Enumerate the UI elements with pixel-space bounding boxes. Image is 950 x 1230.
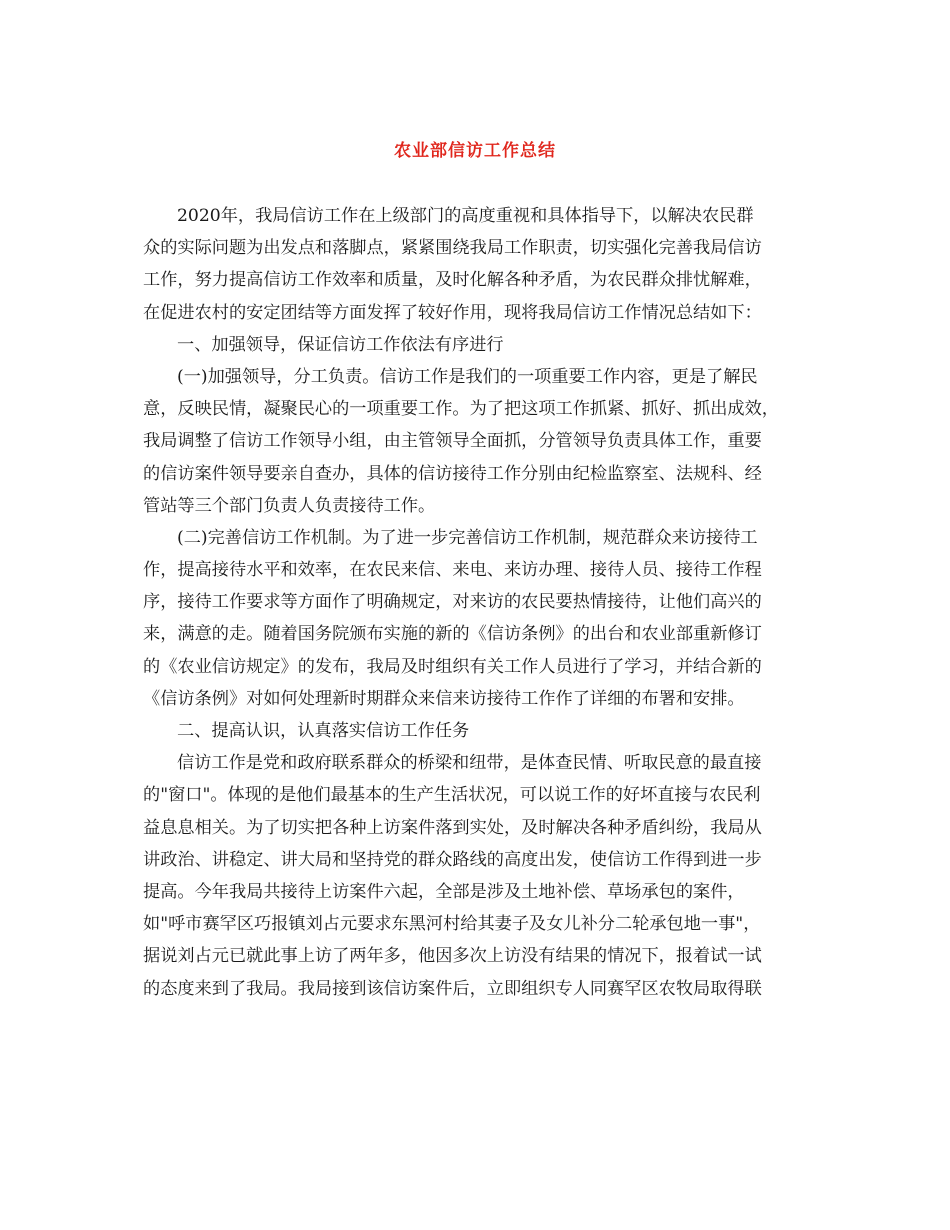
document-body [143, 200, 815, 1005]
text-line: 《信访条例》对如何处理新时期群众来信来访接待工作作了详细的布署和安排。 [143, 688, 745, 709]
text-line: 在促进农村的安定团结等方面发挥了较好作用，现将我局信访工作情况总结如下： [143, 302, 762, 323]
text-line: 我局调整了信访工作领导小组，由主管领导全面抓，分管领导负责具体工作，重要 [143, 431, 762, 452]
text-line: 工作，努力提高信访工作效率和质量，及时化解各种矛盾，为农民群众排忧解难， [143, 270, 762, 291]
text-line: 的"窗口"。体现的是他们最基本的生产生活状况，可以说工作的好坏直接与农民利 [143, 785, 761, 806]
text-line: 二、提高认识，认真落实信访工作任务 [177, 721, 470, 741]
text-line: 的《农业信访规定》的发布，我局及时组织有关工作人员进行了学习，并结合新的 [143, 656, 762, 677]
text-line: 的态度来到了我局。我局接到该信访案件后，立即组织专人同赛罕区农牧局取得联 [143, 978, 762, 999]
text-line: 序，接待工作要求等方面作了明确规定，对来访的农民要热情接待，让他们高兴的 [143, 592, 762, 613]
text-line: 讲政治、讲稳定、讲大局和坚持党的群众路线的高度出发，使信访工作得到进一步 [143, 849, 762, 870]
text-line: 据说刘占元已就此事上访了两年多，他因多次上访没有结果的情况下，报着试一试 [143, 946, 762, 967]
text-line: 作，提高接待水平和效率，在农民来信、来电、来访办理、接待人员、接待工作程 [143, 560, 762, 581]
text-line: 的信访案件领导要亲自查办，具体的信访接待工作分别由纪检监察室、法规科、经 [143, 463, 762, 484]
text-line: 益息息相关。为了切实把各种上访案件落到实处，及时解决各种矛盾纠纷，我局从 [143, 817, 762, 838]
text-line: 如"呼市赛罕区巧报镇刘占元要求东黑河村给其妻子及女儿补分二轮承包地一事"， [143, 914, 761, 935]
text-line: 管站等三个部门负责人负责接待工作。 [143, 495, 436, 516]
text-line: (二)完善信访工作机制。为了进一步完善信访工作机制，规范群众来访接待工 [177, 527, 758, 548]
text-line: 信访工作是党和政府联系群众的桥梁和纽带，是体查民情、听取民意的最直接 [177, 753, 762, 774]
text-line: 2020年，我局信访工作在上级部门的高度重视和具体指导下，以解决农民群 [177, 206, 754, 226]
text-line: 意，反映民情，凝聚民心的一项重要工作。为了把这项工作抓紧、抓好、抓出成效， [143, 399, 779, 420]
text-line: 来，满意的走。随着国务院颁布实施的新的《信访条例》的出台和农业部重新修订 [143, 624, 762, 645]
text-line: (一)加强领导，分工负责。信访工作是我们的一项重要工作内容，更是了解民 [177, 366, 758, 387]
document-title: 农业部信访工作总结 [394, 141, 556, 161]
text-line: 提高。今年我局共接待上访案件六起，全部是涉及土地补偿、草场承包的案件， [143, 881, 745, 902]
text-line: 一、加强领导，保证信访工作依法有序进行 [177, 334, 504, 355]
text-line: 众的实际问题为出发点和落脚点，紧紧围绕我局工作职责，切实强化完善我局信访 [143, 238, 762, 259]
